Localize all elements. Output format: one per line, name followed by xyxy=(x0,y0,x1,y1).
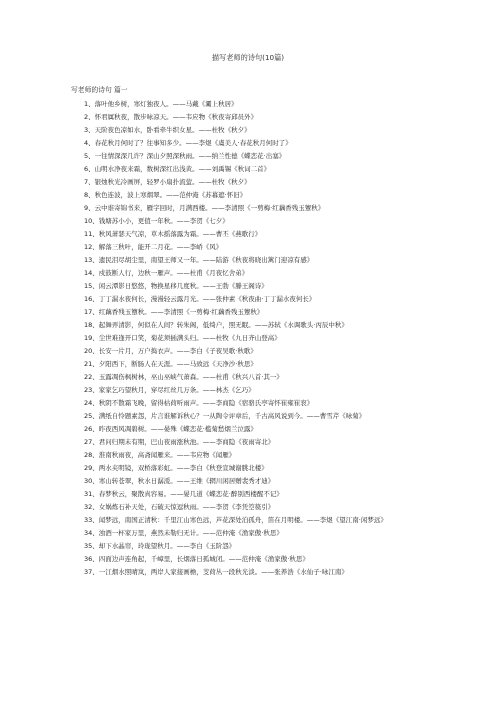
poem-line: 10、钱塘苏小小，更值一年秋。——李贺《七夕》 xyxy=(84,217,229,225)
poem-line: 2、怀君属秋夜，散步咏凉天。——韦应物《秋夜寄邱员外》 xyxy=(84,113,258,121)
poem-line: 28、淮南秋雨夜，高斋闻雁来。——韦应物《闻雁》 xyxy=(84,451,236,459)
poem-line: 33、闻梦远，南国正清秋：千里江山寒色远，芦花深处泊孤舟，笛在月明楼。——李煜《望江南·闲梦远》 xyxy=(84,516,387,524)
poem-line: 31、春梦秋云，聚散真容易。——晏几道《蝶恋花·醉别西楼醒不记》 xyxy=(84,490,283,498)
poem-line: 9、云中谁寄锦书来，雁字回时，月满西楼。——李清照《一剪梅·红藕香残玉簟秋》 xyxy=(84,204,325,212)
poem-line: 4、春花秋月何时了？往事知多少。——李煜《虞美人·春花秋月何时了》 xyxy=(84,139,292,147)
poem-line: 13、遗民泪尽胡尘里，南望王师又一年。——陆游《秋夜将晓出篱门迎凉有感》 xyxy=(84,256,314,264)
poem-line: 5、一往情深深几许？深山夕照深秋雨。——纳兰性德《蝶恋花·出塞》 xyxy=(84,152,286,160)
poem-line: 20、长安一片月，万户捣衣声。——李白《子夜吴歌·秋歌》 xyxy=(84,347,257,355)
poem-line: 11、秋风萧瑟天气凉，草木摇落露为霜。——曹丕《燕歌行》 xyxy=(84,230,262,238)
poem-line: 15、闲云潭影日悠悠，物换星移几度秋。——王勃《滕王阁诗》 xyxy=(84,282,268,290)
document-title: 描写老师的诗句(10篇) xyxy=(211,53,285,62)
poem-line: 3、天阶夜色凉如水，卧看牵牛织女星。——杜牧《秋夕》 xyxy=(84,126,251,134)
poem-line: 8、秋色连波，波上寒烟翠。——范仲淹《苏幕遮·怀旧》 xyxy=(84,191,247,199)
poem-line: 36、四面边声连角起，千嶂里，长烟落日孤城闭。——范仲淹《渔家傲·秋思》 xyxy=(84,555,309,563)
poem-line: 30、寒山转苍翠，秋水日潺湲。——王维《辋川闲居赠裴秀才迪》 xyxy=(84,477,275,485)
poem-line: 34、浊酒一杯家万里，燕然未勒归无计。——范仲淹《渔家傲·秋思》 xyxy=(84,529,283,537)
poem-line: 26、昨夜西风凋碧树。——晏殊《蝶恋花·槛菊愁烟兰泣露》 xyxy=(84,425,257,433)
poem-line: 21、夕阳西下，断肠人在天涯。——马致远《天净沙·秋思》 xyxy=(84,360,257,368)
poem-line: 25、满纸自怜题素怨，片言谁解诉秋心？一从陶令评章后，千古高风说到今。——曹雪芹《咏菊》 xyxy=(84,412,366,420)
poem-line: 7、银烛秋光冷画屏，轻罗小扇扑流萤。——杜牧《秋夕》 xyxy=(84,178,251,186)
poem-line: 14、戍鼓断人行，边秋一雁声。——杜甫《月夜忆舍弟》 xyxy=(84,269,249,277)
poem-line: 35、却下水晶帘，玲珑望秋月。——李白《玉阶怨》 xyxy=(84,542,236,550)
poem-line: 16、丁丁漏水夜何长，漫漫轻云露月光。——张仲素《秋夜曲·丁丁漏水夜何长》 xyxy=(84,295,316,303)
poem-line: 23、家家乞巧望秋月，穿尽红丝几万条。——林杰《乞巧》 xyxy=(84,386,255,394)
poem-line: 18、起舞弄清影，何似在人间？转朱阁，低绮户，照无眠。——苏轼《水调歌头·丙辰中秋》 xyxy=(84,321,348,329)
poem-line: 22、玉露凋伤枫树林，巫山巫峡气萧森。——杜甫《秋兴八首·其一》 xyxy=(84,373,283,381)
poem-line: 32、女娲炼石补天处，石破天惊逗秋雨。——李贺《李凭箜篌引》 xyxy=(84,503,275,511)
poem-line: 19、尘世难逢开口笑，菊花须插满头归。——杜牧《九日齐山登高》 xyxy=(84,334,281,342)
poem-line: 12、解落三秋叶，能开二月花。——李峤《风》 xyxy=(84,243,223,251)
poem-list xyxy=(71,99,433,580)
poem-line: 27、君问归期未有期，巴山夜雨涨秋池。——李商隐《夜雨寄北》 xyxy=(84,438,275,446)
poem-line: 6、山明水净夜来霜，数树深红出浅黄。——刘禹锡《秋词二首》 xyxy=(84,165,271,173)
section-heading: 写老师的诗句 篇一 xyxy=(71,86,128,94)
poem-line: 24、秋阴不散霜飞晚，留得枯荷听雨声。——李商隐《宿骆氏亭寄怀崔雍崔衮》 xyxy=(84,399,314,407)
poem-line: 37、一江烟水照晴岚，两岸人家接画檐，芰荷丛一段秋光淡。——张养浩《水仙子·咏江南》 xyxy=(84,568,348,576)
poem-line: 29、两水夹明镜，双桥落彩虹。——李白《秋登宣城谢朓北楼》 xyxy=(84,464,268,472)
poem-line: 1、落叶他乡树，寒灯独夜人。——马戴《灞上秋居》 xyxy=(84,100,238,108)
poem-line: 17、红藕香残玉簟秋。——李清照《一剪梅·红藕香残玉簟秋》 xyxy=(84,308,264,316)
